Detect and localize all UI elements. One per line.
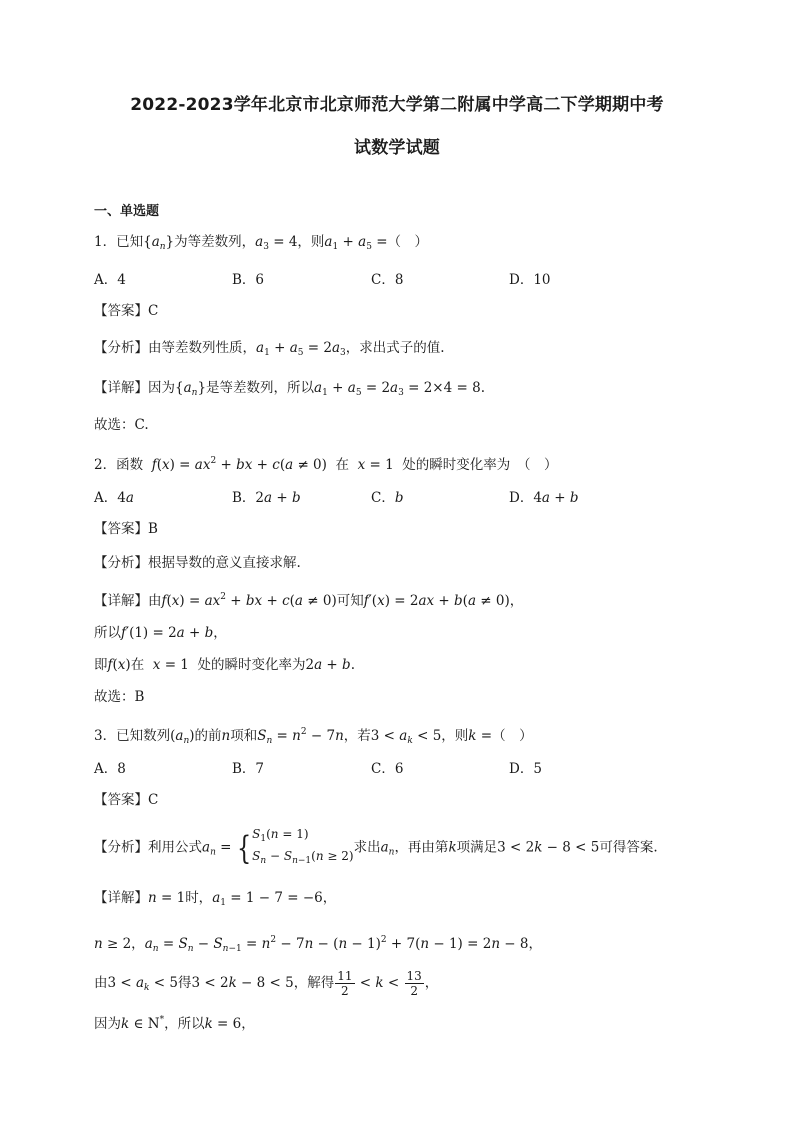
- q3-option-b[interactable]: B．7: [232, 761, 265, 777]
- q3-detail-line4: 因为k ∈ N*，所以k = 6，: [94, 1015, 255, 1032]
- q2-option-a[interactable]: A．4a: [94, 490, 134, 506]
- q3-detail-line3: 由$3 < a_k < 5$得3 < 2k − 8 < 5，解得 $\frac{11}{2}$ < k < $\frac{13}{2}$ ，: [94, 969, 439, 998]
- q2-option-c[interactable]: C．b: [371, 490, 404, 506]
- q2-answer: 【答案】B: [94, 521, 158, 537]
- question-2: 2．函数 $f(x) = ax^2$ + bx + c(a ≠ 0) 在 x = 1 处的瞬时变化率为 （ ）: [94, 456, 558, 473]
- q1-option-b[interactable]: B．6: [232, 272, 265, 288]
- q3-detail-line2: n ≥ 2，$a_n = S_n - S_{n-1} = n^2 - 7n - (n - 1)^2 + 7(n - 1) = 2n - 8$，: [94, 935, 542, 954]
- q2-detail-line3: 即f(x)在 x = 1 处的瞬时变化率为2a + b.: [94, 657, 355, 673]
- q3-detail: 【详解】n = 1时，$a_1 = 1 - 7 = -6$，: [94, 890, 337, 908]
- question-3: 3．已知数列$(a_n)$的前n项和$S_n = n^2 - 7n$，若$3 < a_k < 5$，则k =（ ）: [94, 727, 533, 746]
- q2-choose: 故选：B: [94, 689, 145, 705]
- q1-option-c[interactable]: C．8: [371, 272, 404, 288]
- q2-detail: 【详解】由$f(x) = ax^2$ + bx + c(a ≠ 0)可知f′(x) = 2ax + b(a ≠ 0)，: [94, 592, 524, 609]
- page-title: 2022-2023学年北京市北京师范大学第二附属中学高二下学期期中考: [130, 95, 664, 115]
- q3-option-c[interactable]: C．6: [371, 761, 404, 777]
- q3-option-d[interactable]: D．5: [509, 761, 542, 777]
- question-1: 1．已知$\{a_n\}$为等差数列，$a_3 = 4$，则$a_1 + a_5$ =（ ）: [94, 234, 429, 252]
- page-title-cont: 试数学试题: [354, 138, 440, 158]
- q3-answer: 【答案】C: [94, 792, 159, 808]
- q2-option-b[interactable]: B．2a + b: [232, 490, 301, 506]
- q1-detail: 【详解】因为$\{a_n\}$是等差数列，所以$a_1 + a_5 = 2a_3 = 2\times 4 = 8$.: [94, 380, 485, 398]
- q2-detail-line2: 所以f′(1) = 2a + b，: [94, 625, 227, 641]
- q1-option-d[interactable]: D．10: [509, 272, 551, 288]
- q1-choose: 故选：C.: [94, 417, 149, 433]
- q2-analysis: 【分析】根据导数的意义直接求解.: [94, 555, 301, 571]
- section-heading: 一、单选题: [94, 204, 160, 219]
- q1-answer: 【答案】C: [94, 303, 159, 319]
- q2-option-d[interactable]: D．4a + b: [509, 490, 579, 506]
- q1-analysis: 【分析】由等差数列性质，$a_1 + a_5 = 2a_3$，求出式子的值.: [94, 340, 445, 358]
- q1-option-a[interactable]: A．4: [94, 272, 126, 288]
- q3-analysis: 【分析】利用公式$a_n = \{S_1(n = 1)$ $S_n - S_{n-1}(n \ge 2)$求出$a_n$，再由第k项满足3 < 2k − 8 < 5可得答案.: [94, 827, 658, 867]
- q3-option-a[interactable]: A．8: [94, 761, 126, 777]
